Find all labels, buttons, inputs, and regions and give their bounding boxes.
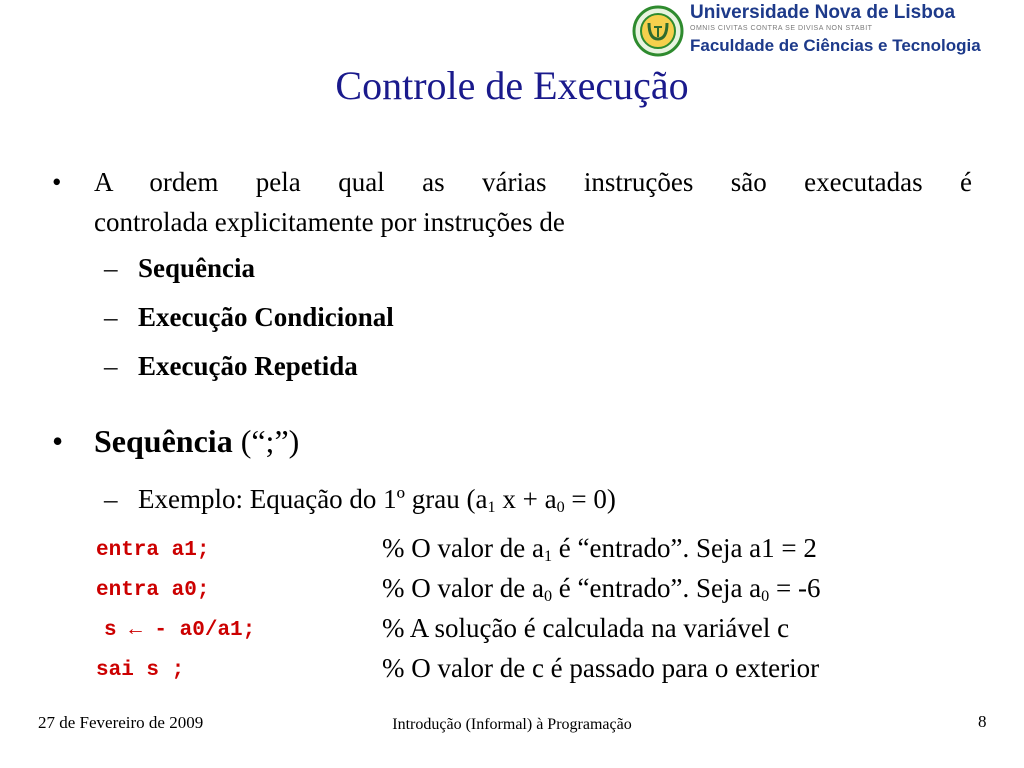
sub-item-exemplo xyxy=(104,482,616,516)
code-comment xyxy=(382,573,820,604)
comment-text: é “entrado”. Seja a xyxy=(552,573,762,603)
dash: – xyxy=(104,302,118,332)
sub-item-label: Execução Condicional xyxy=(138,302,394,332)
subscript: 0 xyxy=(556,498,565,516)
dash: – xyxy=(104,253,118,283)
subscript: 0 xyxy=(761,587,770,605)
code-text: entra a1; xyxy=(96,539,210,562)
code-line xyxy=(0,573,1024,611)
bullet-dot: • xyxy=(52,423,64,459)
subscript: 1 xyxy=(543,547,553,565)
example-mid: x + a xyxy=(495,484,557,514)
code-line xyxy=(0,533,1024,571)
faculty-name: Faculdade de Ciências e Tecnologia xyxy=(690,36,981,55)
bullet-semicolon: (“;”) xyxy=(240,423,300,459)
code-expr: - a0/a1; xyxy=(141,619,256,642)
subscript: 1 xyxy=(487,498,496,516)
bullet-text xyxy=(94,423,299,459)
bullet-sequencia xyxy=(52,423,299,460)
bullet-bold-term: Sequência xyxy=(94,423,233,459)
bullet-text xyxy=(94,162,972,242)
sub-item-condicional xyxy=(104,300,394,334)
subscript: 0 xyxy=(543,587,553,605)
bullet-line-2: controlada explicitamente por instruções de xyxy=(94,207,565,237)
university-logo xyxy=(630,2,1022,60)
example-suffix: = 0) xyxy=(564,484,616,514)
comment-text: = -6 xyxy=(769,573,821,603)
sub-item-label: Sequência xyxy=(138,253,256,283)
slide-title: Controle de Execução xyxy=(335,63,689,108)
sub-item-repetida xyxy=(104,349,358,383)
comment-text: % O valor de a xyxy=(382,573,544,603)
dash: – xyxy=(104,484,118,514)
footer-date: 27 de Fevereiro de 2009 xyxy=(38,713,204,732)
example-text xyxy=(138,484,616,514)
unl-seal-icon xyxy=(632,5,684,57)
code-text xyxy=(104,619,255,642)
sub-item-sequencia xyxy=(104,251,255,285)
page-number: 8 xyxy=(978,712,987,731)
university-name: Universidade Nova de Lisboa xyxy=(690,2,956,23)
dash: – xyxy=(104,351,118,381)
code-line xyxy=(0,613,1024,651)
university-motto: OMNIS CIVITAS CONTRA SE DIVISA NON STABIT xyxy=(690,25,873,32)
code-var: s xyxy=(104,619,130,642)
code-text: entra a0; xyxy=(96,579,210,602)
assign-arrow-icon: ← xyxy=(129,619,142,642)
code-text: sai s ; xyxy=(96,659,185,682)
comment-text: % O valor de a xyxy=(382,533,544,563)
example-prefix: Exemplo: Equação do 1º grau (a xyxy=(138,484,488,514)
sub-item-label: Execução Repetida xyxy=(138,351,358,381)
comment-text: é “entrado”. Seja a1 = 2 xyxy=(552,533,817,563)
code-comment xyxy=(382,533,817,564)
bullet-order-of-execution xyxy=(52,162,972,242)
code-comment: % A solução é calculada na variável c xyxy=(382,613,790,643)
code-line xyxy=(0,653,1024,691)
code-comment: % O valor de c é passado para o exterior xyxy=(382,653,820,683)
footer-title: Introdução (Informal) à Programação xyxy=(392,716,632,733)
bullet-line-1: A ordem pela qual as várias instruções são executadas é xyxy=(94,167,972,197)
bullet-dot: • xyxy=(52,167,62,197)
